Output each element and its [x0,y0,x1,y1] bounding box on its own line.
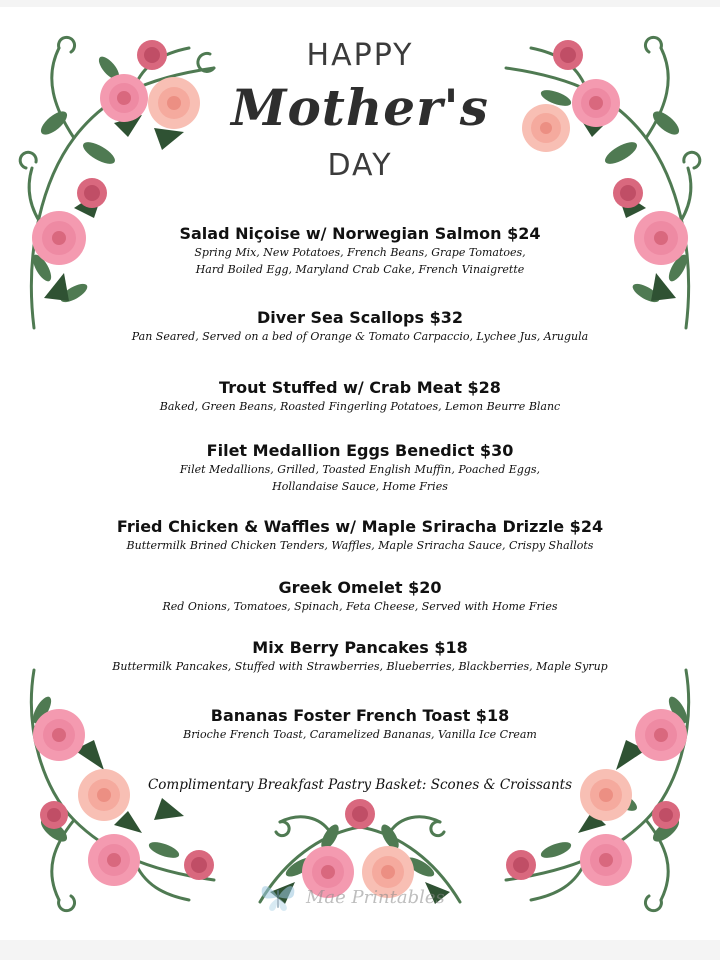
menu-item [0,578,720,615]
menu-item-name: Fried Chicken & Waffles w/ Maple Sriracha Drizzle $24 [116,517,604,536]
menu-item [0,517,720,554]
title-happy: HAPPY [306,38,414,73]
menu-item-name: Salad Niçoise w/ Norwegian Salmon $24 [179,224,541,243]
watermark [258,878,488,916]
menu-item-name: Filet Medallion Eggs Benedict $30 [206,441,514,460]
menu-item-description: Baked, Green Beans, Roasted Fingerling Potatoes, Lemon Beurre Blanc [159,400,561,413]
menu-item-name: Mix Berry Pancakes $18 [252,638,468,657]
floral-corner-top-right [476,28,706,338]
floral-corner-top-left [14,28,244,338]
menu-item-description: Hollandaise Sauce, Home Fries [272,480,448,493]
menu-item-description: Brioche French Toast, Caramelized Bananas, Vanilla Ice Cream [183,728,537,741]
menu-item [0,308,720,345]
menu-item-description: Red Onions, Tomatoes, Spinach, Feta Cheese, Served with Home Fries [162,600,558,613]
menu-item-description: Buttermilk Pancakes, Stuffed with Strawberries, Blueberries, Blackberries, Maple Syrup [112,660,608,673]
title-mothers: Mother's [231,78,489,137]
menu-item-name: Bananas Foster French Toast $18 [210,706,510,725]
menu-item [0,638,720,675]
menu-item [0,378,720,415]
menu-item [0,441,720,495]
menu-item-name: Trout Stuffed w/ Crab Meat $28 [219,378,501,397]
menu-item [0,706,720,743]
watermark-text: Mae Printables [306,886,445,908]
menu-item-name: Diver Sea Scallops $32 [257,308,463,327]
title-day: DAY [327,148,393,183]
menu-item-description: Hard Boiled Egg, Maryland Crab Cake, French Vinaigrette [195,263,525,276]
bottom-edge [0,940,720,960]
menu-item-description: Pan Seared, Served on a bed of Orange & Tomato Carpaccio, Lychee Jus, Arugula [131,330,589,343]
complimentary-note: Complimentary Breakfast Pastry Basket: Scones & Croissants [147,777,573,793]
menu-item-description: Filet Medallions, Grilled, Toasted English Muffin, Poached Eggs, [179,463,541,476]
menu-item-description: Spring Mix, New Potatoes, French Beans, Grape Tomatoes, [194,246,526,259]
menu-item-name: Greek Omelet $20 [278,578,442,597]
butterfly-icon [258,880,298,914]
menu-item-description: Buttermilk Brined Chicken Tenders, Waffles, Maple Sriracha Sauce, Crispy Shallots [126,539,594,552]
top-edge [0,0,720,7]
menu-item [0,224,720,278]
